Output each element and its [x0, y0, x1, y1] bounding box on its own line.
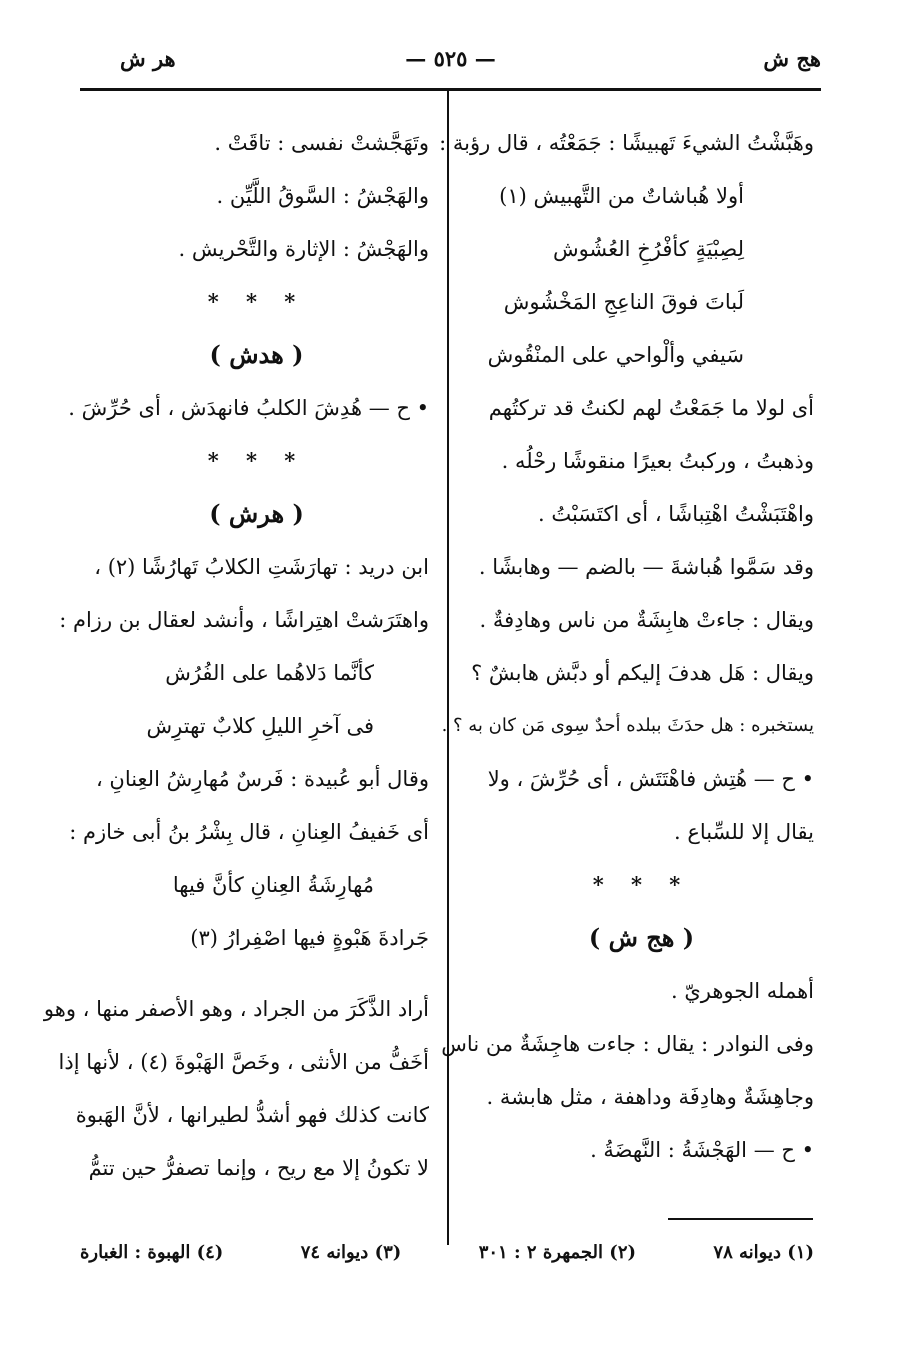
section-separator: * * * [207, 289, 306, 314]
text-line: لا تكونُ إلا مع ريح ، وإنما تصفرُّ حين تتمُّ [88, 1156, 429, 1180]
entry-heading: ( هرش ) [209, 499, 304, 528]
verse-line: أولا هُباشاتٌ من التَّهبيش (١) [499, 184, 744, 208]
text-line: ويقال : هَل هدفَ إليكم أو دبَّش هابشٌ ؟ [471, 661, 814, 685]
text-line: كانت كذلك فهو أشدُّ لطيرانها ، لأنَّ الهَبوة [75, 1103, 429, 1127]
verse-line: جَرادةَ هَبْوةٍ فيها اصْفِرارُ (٣) [190, 926, 429, 950]
text-line: وفى النوادر : يقال : جاءت هاجِشَةٌ من ناس [441, 1032, 814, 1056]
verse-line: مُهارِشَةُ العِنانِ كأنَّ فيها [172, 873, 374, 897]
text-line: أهمله الجوهريّ . [670, 979, 814, 1003]
text-line: ويقال : جاءتْ هابِشَةٌ من ناس وهادِفةٌ . [479, 608, 814, 632]
footnote-1: (١) ديوانه ٧٨ [713, 1242, 814, 1263]
text-line: وجاهِشَةٌ وهادِفَة وداهفة ، مثل هابشة . [486, 1085, 814, 1109]
entry-heading: ( هدش ) [209, 340, 304, 369]
text-line: • ح — الهَجْشَةُ : النَّهضَةُ . [590, 1138, 814, 1162]
text-line: وذهبتُ ، وركبتُ بعيرًا منقوشًا رحْلُه . [501, 449, 814, 473]
text-line: واهْتَبَشْتُ اهْتِباشًا ، أى اكتَسَبْتُ . [537, 502, 814, 526]
verse-line: سَيفي وألْواحي على المنْقُوش [487, 343, 744, 367]
section-separator: * * * [207, 448, 306, 473]
footnote-3: (٣) ديوانه ٧٤ [300, 1242, 402, 1263]
section-separator: * * * [592, 872, 691, 897]
text-line: وقد سَمَّوا هُباشةَ — بالضم — وهابشًا . [478, 555, 814, 579]
footnotes [80, 1242, 814, 1278]
text-line: والهَجْشُ : السَّوقُ اللَّيِّن . [216, 184, 429, 208]
text-line: يقال إلا للسِّباع . [674, 820, 814, 844]
text-line: والهَجْشُ : الإثارة والتَّحْريش . [178, 237, 429, 261]
text-line: ابن دريد : تهارَشَتِ الكلابُ تَهارُشًا (٢) ، [94, 555, 429, 579]
page-header [80, 40, 821, 82]
text-line: أى لولا ما جَمَعْتُ لهم لكنتُ قد تركتُهم [488, 396, 814, 420]
verse-line: لِصِبْيَةٍ كأفْرُخِ العُشُوش [552, 237, 744, 261]
text-line: • ح — هُدِشَ الكلبُ فانهدَش ، أى حُرِّشَ . [68, 396, 429, 420]
left-column [43, 118, 429, 1196]
header-rule [80, 88, 821, 91]
text-line: يستخبره : هل حدَثَ ببلده أحدٌ سِوى مَن كان به ؟ . [441, 715, 814, 736]
footnote-2: (٢) الجمهرة ٢ : ٣٠١ [478, 1242, 637, 1263]
page-number: — ٥٢٥ — [405, 46, 496, 71]
verse-line: كأنَّما دَلاهُما على الفُرُش [165, 661, 374, 685]
right-column [439, 118, 814, 1178]
entry-heading: ( هج ش ) [588, 923, 695, 952]
header-entry-left: هر ش [120, 46, 176, 71]
text-line: أى خَفيفُ العِنانِ ، قال بِشْرُ بنُ أبى خازم : [69, 820, 429, 844]
text-line: أخَفُّ من الأنثى ، وخَصَّ الهَبْوةَ (٤) ، لأنها إذا [58, 1050, 429, 1074]
header-entry-right: هج ش [763, 46, 821, 71]
verse-line: لَباتَ فوقَ الناعِجِ المَخْشُوش [503, 290, 744, 314]
text-line: • ح — هُتِش فاهْتَتَش ، أى حُرِّشَ ، ولا [487, 767, 814, 791]
footnote-4: (٤) الهبوة : الغبارة [80, 1242, 224, 1263]
footnote-rule [668, 1218, 813, 1220]
text-line: أراد الذَّكَرَ من الجراد ، وهو الأصفر منها ، وهو [43, 997, 429, 1021]
text-line: واهتَرَشتْ اهتِراشًا ، وأنشد لعقال بن رزام : [59, 608, 429, 632]
text-line: وقال أبو عُبيدة : فَرسٌ مُهارِشُ العِنانِ ، [95, 767, 429, 791]
text-line: وهَبَّشْتُ الشيءَ تَهبيشًا : جَمَعْتُه ، قال رؤبة : [439, 131, 814, 155]
verse-line: فى آخرِ الليلِ كلابٌ تهترِش [146, 714, 374, 738]
text-line: وتَهَجَّشتْ نفسى : تاقَتْ . [214, 131, 429, 155]
column-divider [447, 90, 449, 1245]
